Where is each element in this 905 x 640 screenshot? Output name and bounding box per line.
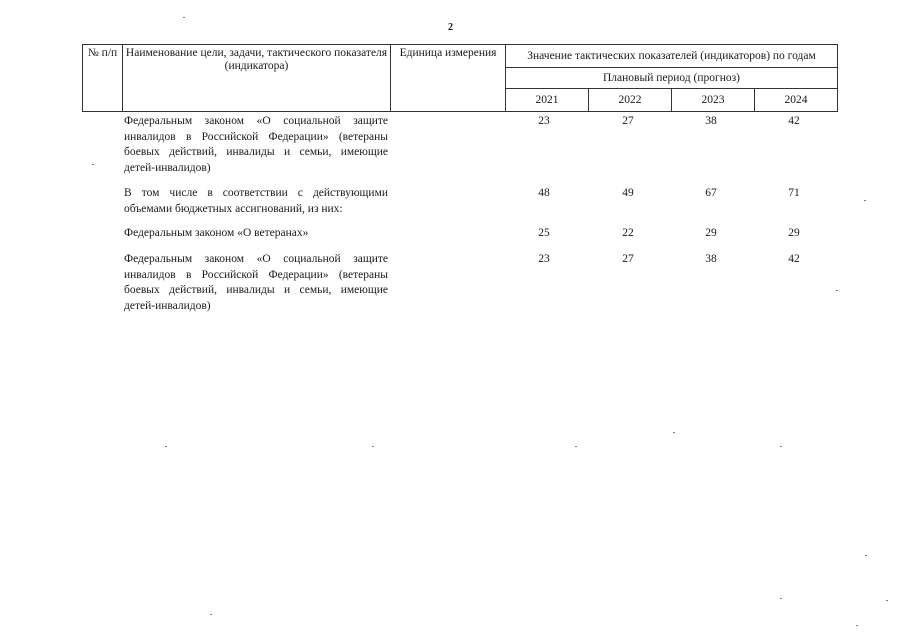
- value-cell: 38: [705, 115, 717, 127]
- scan-speck: [780, 446, 782, 447]
- scan-speck: [165, 446, 167, 447]
- scan-speck: [372, 446, 374, 447]
- column-header-name: Наименование цели, задачи, тактического показателя (индикатора): [123, 45, 391, 112]
- value-cell: 38: [705, 253, 717, 265]
- column-header-year: 2023: [672, 89, 755, 112]
- scan-speck: [886, 600, 888, 601]
- column-header-year: 2024: [755, 89, 838, 112]
- value-cell: 29: [705, 227, 717, 239]
- scan-speck: [856, 625, 858, 626]
- value-cell: 42: [788, 253, 800, 265]
- scan-speck: [575, 446, 577, 447]
- indicator-name: Федеральным законом «О социальной защите инвалидов в Российской Федерации» (ветераны боевых действий, инвалиды и семьи, имеющие детей-инвалидов): [124, 253, 388, 312]
- value-cell: 23: [538, 115, 550, 127]
- value-cell: 25: [538, 227, 550, 239]
- value-cell: 23: [538, 253, 550, 265]
- scan-speck: [183, 17, 185, 18]
- column-header-number: № п/п: [83, 45, 123, 112]
- scan-speck: [865, 555, 867, 556]
- column-header-plan-period: Плановый период (прогноз): [506, 68, 838, 89]
- indicator-table-header: [82, 44, 838, 112]
- indicator-name: Федеральным законом «О ветеранах»: [124, 227, 309, 239]
- column-header-year: 2021: [506, 89, 589, 112]
- scan-speck: [210, 614, 212, 615]
- scan-speck: [836, 290, 838, 291]
- value-cell: 67: [705, 187, 717, 199]
- scan-speck: [673, 432, 675, 433]
- value-cell: 42: [788, 115, 800, 127]
- column-header-year: 2022: [589, 89, 672, 112]
- value-cell: 22: [622, 227, 634, 239]
- indicator-name: В том числе в соответствии с действующими объемами бюджетных ассигнований, из них:: [124, 187, 388, 215]
- indicator-name: Федеральным законом «О социальной защите инвалидов в Российской Федерации» (ветераны боевых действий, инвалиды и семьи, имеющие детей-инвалидов): [124, 115, 388, 174]
- scan-speck: [780, 598, 782, 599]
- column-header-values: Значение тактических показателей (индикаторов) по годам: [506, 45, 838, 68]
- value-cell: 49: [622, 187, 634, 199]
- page-number: 2: [448, 22, 453, 33]
- scan-speck: [864, 200, 866, 201]
- value-cell: 48: [538, 187, 550, 199]
- column-header-unit: Единица измерения: [391, 45, 506, 112]
- value-cell: 29: [788, 227, 800, 239]
- value-cell: 71: [788, 187, 800, 199]
- value-cell: 27: [622, 253, 634, 265]
- scan-speck: [92, 164, 94, 165]
- value-cell: 27: [622, 115, 634, 127]
